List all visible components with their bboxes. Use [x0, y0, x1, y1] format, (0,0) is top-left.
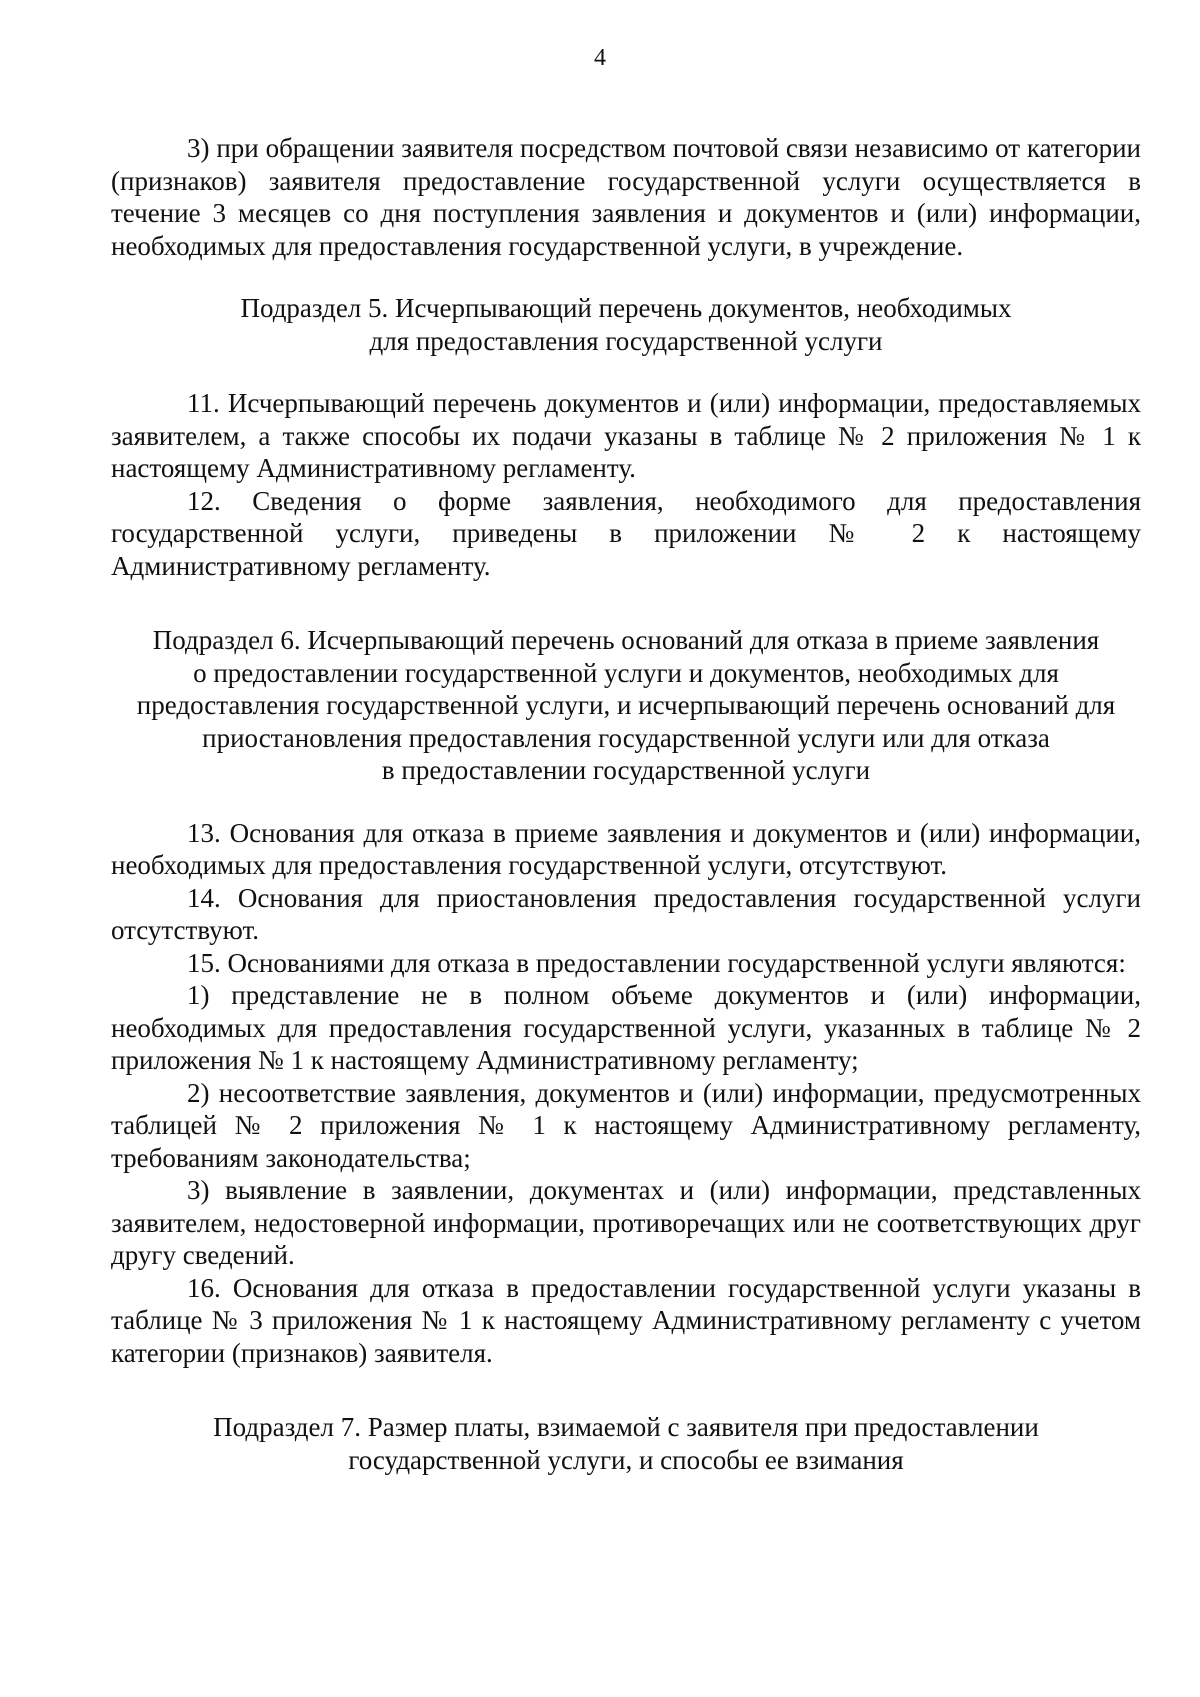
paragraph-12: 12. Сведения о форме заявления, необходимого для предоставления государственной услуги, приведены в приложении № 2 к настоящему Административному регламенту. — [111, 485, 1141, 581]
heading-line: для предоставления государственной услуги — [369, 325, 883, 356]
list-item-2: 2) несоответствие заявления, документов и (или) информации, предусмотренных таблицей № 2 приложения № 1 к настоящему Административному регламенту, требованиям законодательства; — [111, 1077, 1141, 1173]
heading-line: Подраздел 6. Исчерпывающий перечень оснований для отказа в приеме заявления — [152, 625, 1100, 655]
heading-line: о предоставлении государственной услуги и документов, необходимых для — [193, 657, 1059, 688]
paragraph-13: 13. Основания для отказа в приеме заявления и документов и (или) информации, необходимых для предоставления государственной услуги, отсутствуют. — [111, 817, 1141, 880]
list-item-3: 3) выявление в заявлении, документах и (или) информации, представленных заявителем, недостоверной информации, противоречащих или не соответствующих друг другу сведений. — [111, 1175, 1141, 1270]
paragraph-3-postal: 3) при обращении заявителя посредством почтовой связи независимо от категории (признаков) заявителя предоставление государственной услуги осуществляется в течение 3 месяцев со дня поступления заявления и документов и (или) информации, необходимых для предоставления государственной услуги, в учреждение. — [111, 133, 1141, 261]
paragraph-15: 15. Основаниями для отказа в предоставлении государственной услуги являются: — [187, 947, 1126, 978]
heading-line: государственной услуги, и способы ее взимания — [348, 1444, 904, 1475]
heading-line: Подраздел 7. Размер платы, взимаемой с заявителя при предоставлении — [213, 1412, 1039, 1442]
subsection-7-heading — [111, 1411, 1141, 1476]
page-number: 4 — [594, 45, 606, 71]
paragraph-14: 14. Основания для приостановления предоставления государственной услуги отсутствуют. — [111, 882, 1141, 945]
subsection-6-heading — [111, 624, 1141, 787]
heading-line: Подраздел 5. Исчерпывающий перечень документов, необходимых — [240, 293, 1012, 323]
paragraph-16: 16. Основания для отказа в предоставлении государственной услуги указаны в таблице № 3 приложения № 1 к настоящему Административному регламенту с учетом категории (признаков) заявителя. — [111, 1272, 1141, 1368]
document-body — [111, 132, 1141, 1476]
subsection-5-heading — [111, 292, 1141, 357]
paragraph-11: 11. Исчерпывающий перечень документов и (или) информации, предоставляемых заявителем, а также способы их подачи указаны в таблице № 2 приложения № 1 к настоящему Административному регламенту. — [111, 388, 1141, 483]
heading-line: приостановления предоставления государственной услуги или для отказа — [202, 722, 1050, 753]
list-item-1: 1) представление не в полном объеме документов и (или) информации, необходимых для предоставления государственной услуги, указанных в таблице № 2 приложения № 1 к настоящему Административному регламенту; — [111, 980, 1141, 1075]
heading-line: предоставления государственной услуги, и исчерпывающий перечень оснований для — [136, 690, 1116, 720]
heading-line: в предоставлении государственной услуги — [381, 755, 871, 785]
